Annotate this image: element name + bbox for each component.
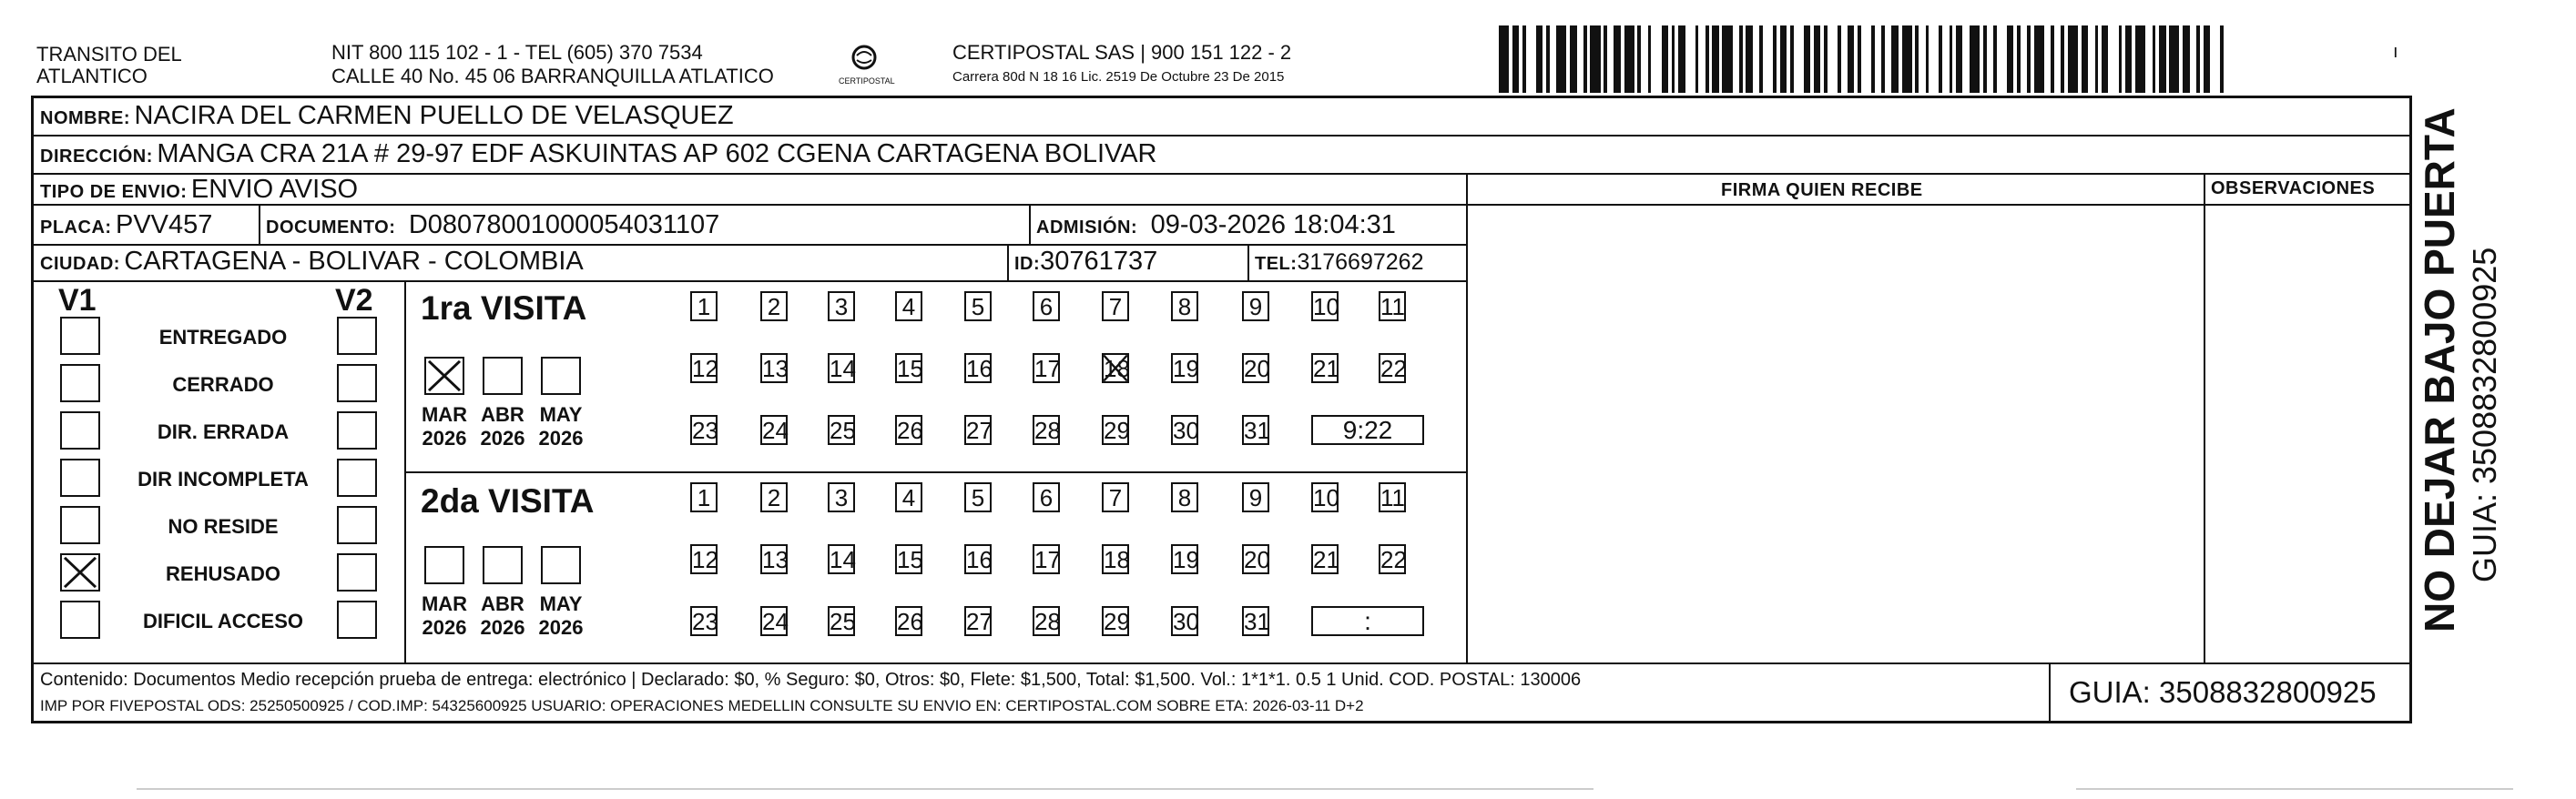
v1-checkbox[interactable] bbox=[60, 601, 100, 639]
first-visit-day-9[interactable]: 9 bbox=[1242, 291, 1269, 321]
first-visit-day-11[interactable]: 11 bbox=[1380, 293, 1405, 320]
status-label: DIFICIL ACCESO bbox=[142, 610, 303, 632]
direccion-row bbox=[40, 139, 1157, 169]
v1-checkbox[interactable] bbox=[60, 364, 100, 402]
logo-lettering: CERTIPOSTAL bbox=[839, 76, 895, 86]
admision-label: ADMISIÓN: bbox=[1036, 217, 1138, 238]
second-visit-month-box[interactable] bbox=[541, 546, 581, 584]
divider bbox=[259, 204, 260, 245]
first-visit-month-box[interactable] bbox=[424, 357, 464, 395]
admision-value: 09-03-2026 18:04:31 bbox=[1150, 210, 1396, 239]
divider bbox=[404, 471, 1468, 473]
barcode-bar bbox=[1614, 25, 1620, 93]
barcode-bar bbox=[1712, 25, 1718, 93]
first-visit-day-16[interactable]: 16 bbox=[966, 355, 993, 382]
v2-checkbox[interactable] bbox=[337, 317, 377, 355]
status-label: REHUSADO bbox=[166, 562, 280, 585]
second-visit-day-30[interactable]: 30 bbox=[1173, 608, 1199, 635]
first-visit-day-28[interactable]: 28 bbox=[1034, 417, 1061, 444]
barcode-bar bbox=[1942, 25, 1949, 93]
second-visit-year-label: 2026 bbox=[538, 616, 584, 639]
placa-label: PLACA: bbox=[40, 217, 112, 238]
second-visit-day-6[interactable]: 6 bbox=[1033, 482, 1060, 512]
second-visit-day-1[interactable]: 1 bbox=[690, 482, 718, 512]
second-visit-day-17[interactable]: 17 bbox=[1034, 546, 1061, 573]
status-label: ENTREGADO bbox=[158, 326, 288, 349]
first-visit-month-box[interactable] bbox=[541, 357, 581, 395]
first-visit-year-label: 2026 bbox=[480, 427, 525, 450]
barcode-bar bbox=[1746, 25, 1752, 93]
divider bbox=[31, 280, 1468, 282]
no-dejar-bajo-puerta: NO DEJAR BAJO PUERTA bbox=[2416, 107, 2463, 632]
barcode-bar bbox=[2135, 25, 2145, 93]
divider bbox=[2049, 662, 2051, 723]
barcode-bar bbox=[2082, 25, 2088, 93]
sender-name-line2: ATLANTICO bbox=[36, 65, 148, 87]
barcode-bar bbox=[2102, 25, 2108, 93]
first-visit-day-1[interactable]: 1 bbox=[690, 291, 718, 321]
divider bbox=[31, 135, 2412, 137]
first-visit-day-10[interactable]: 10 bbox=[1313, 293, 1339, 320]
second-visit-day-27[interactable]: 27 bbox=[966, 608, 993, 635]
first-visit-day-7[interactable]: 7 bbox=[1102, 291, 1129, 321]
divider bbox=[1007, 244, 1009, 281]
firma-header: FIRMA QUIEN RECIBE bbox=[1721, 180, 1923, 200]
barcode-bar bbox=[1685, 25, 1695, 93]
barcode-bar bbox=[1512, 25, 1519, 93]
barcode-bar bbox=[1875, 25, 1881, 93]
v2-checkbox[interactable] bbox=[337, 364, 377, 402]
first-visit-day-5[interactable]: 5 bbox=[964, 291, 992, 321]
placa-field bbox=[40, 210, 212, 240]
tel-value: 3176697262 bbox=[1297, 249, 1424, 275]
v2-checkbox[interactable] bbox=[337, 553, 377, 592]
barcode-bar bbox=[1794, 25, 1804, 93]
barcode-bar bbox=[2007, 25, 2013, 93]
barcode-bar bbox=[2204, 25, 2210, 93]
first-visit-day-14[interactable]: 14 bbox=[830, 355, 856, 382]
direccion-value: MANGA CRA 21A # 29-97 EDF ASKUINTAS AP 602 CGENA CARTAGENA BOLIVAR bbox=[157, 139, 1157, 168]
second-visit-day-31[interactable]: 31 bbox=[1244, 608, 1270, 635]
documento-field bbox=[266, 210, 719, 240]
first-visit-day-15[interactable]: 15 bbox=[897, 355, 923, 382]
v1-checkbox[interactable] bbox=[60, 459, 100, 497]
direccion-label: DIRECCIÓN: bbox=[40, 147, 153, 167]
barcode-bar bbox=[2088, 25, 2094, 93]
nombre-label: NOMBRE: bbox=[40, 108, 131, 128]
barcode-bar bbox=[1970, 25, 1980, 93]
barcode-bar bbox=[1956, 25, 1962, 93]
contenido-line: Contenido: Documentos Medio recepción prueba de entrega: electrónico | Declarado: $0, % Seguro: $0, Otros: $0, Flete: $1,500, Total: $1,500. Vol.: 1*1*1. 0.5 1 Unid. COD. POSTAL: 130006 bbox=[40, 670, 1582, 690]
first-visit-day-17[interactable]: 17 bbox=[1034, 355, 1061, 382]
certipostal-license: Carrera 80d N 18 16 Lic. 2519 De Octubre 23 De 2015 bbox=[952, 69, 1285, 85]
barcode-bar bbox=[1590, 25, 1600, 93]
guia-box: GUIA: 3508832800925 bbox=[2069, 675, 2377, 709]
barcode-bar bbox=[1848, 25, 1854, 93]
v2-label: V2 bbox=[335, 283, 373, 318]
barcode-bar bbox=[1556, 25, 1566, 93]
first-visit-day-22[interactable]: 22 bbox=[1380, 355, 1407, 382]
first-visit-title: 1ra VISITA bbox=[421, 289, 587, 327]
barcode-bar bbox=[1678, 25, 1685, 93]
second-visit-day-2[interactable]: 2 bbox=[760, 482, 788, 512]
barcode-bar bbox=[2169, 25, 2179, 93]
barcode-bar bbox=[1577, 25, 1583, 93]
second-visit-day-25[interactable]: 25 bbox=[830, 608, 856, 635]
v1-checkbox[interactable] bbox=[60, 506, 100, 544]
sender-nit: NIT 800 115 102 - 1 - TEL (605) 370 7534 bbox=[331, 41, 703, 64]
second-visit-day-19[interactable]: 19 bbox=[1173, 546, 1199, 573]
barcode-bar bbox=[2034, 25, 2044, 93]
barcode-bar bbox=[2145, 25, 2152, 93]
placa-value: PVV457 bbox=[116, 210, 213, 239]
first-visit-month-label: MAR bbox=[421, 403, 468, 426]
barcode-bar bbox=[1929, 25, 1939, 93]
second-visit-day-29[interactable]: 29 bbox=[1104, 608, 1130, 635]
barcode-bar bbox=[1526, 25, 1536, 93]
first-visit-day-19[interactable]: 19 bbox=[1173, 355, 1199, 382]
barcode-bar bbox=[1607, 25, 1614, 93]
barcode-bar bbox=[2068, 25, 2078, 93]
tel-field bbox=[1255, 249, 1423, 276]
barcode-bar bbox=[2190, 25, 2196, 93]
second-visit-day-24[interactable]: 24 bbox=[762, 608, 789, 635]
second-visit-day-22[interactable]: 22 bbox=[1380, 546, 1407, 573]
barcode-bar bbox=[1997, 25, 2007, 93]
sender-address: CALLE 40 No. 45 06 BARRANQUILLA ATLATICO bbox=[331, 65, 774, 87]
second-visit-year-label: 2026 bbox=[422, 616, 467, 639]
first-visit-day-6[interactable]: 6 bbox=[1033, 291, 1060, 321]
barcode-bar bbox=[2044, 25, 2051, 93]
barcode-bar bbox=[1780, 25, 1787, 93]
second-visit-day-3[interactable]: 3 bbox=[828, 482, 855, 512]
barcode-bar bbox=[1641, 25, 1647, 93]
first-visit-day-25[interactable]: 25 bbox=[830, 417, 856, 444]
first-visit-day-13[interactable]: 13 bbox=[762, 355, 789, 382]
documento-label: DOCUMENTO: bbox=[266, 217, 396, 238]
barcode-bar bbox=[1698, 25, 1705, 93]
sender-name-line1: TRANSITO DEL bbox=[36, 43, 182, 66]
second-visit-year-label: 2026 bbox=[480, 616, 525, 639]
ciudad-label: CIUDAD: bbox=[40, 254, 120, 274]
barcode-bar bbox=[2224, 25, 2227, 93]
barcode-bar bbox=[1902, 25, 1912, 93]
second-visit-month-label: ABR bbox=[481, 592, 524, 615]
barcode-bar bbox=[2183, 25, 2189, 93]
barcode-bar bbox=[1722, 25, 1732, 93]
divider bbox=[31, 173, 2412, 175]
first-visit-month-label: MAY bbox=[539, 403, 583, 426]
id-value: 30761737 bbox=[1040, 247, 1158, 276]
tipo-envio-row bbox=[40, 175, 358, 205]
barcode bbox=[1499, 25, 2227, 93]
second-visit-day-23[interactable]: 23 bbox=[692, 608, 718, 635]
barcode-bar bbox=[1962, 25, 1969, 93]
first-visit-day-4[interactable]: 4 bbox=[895, 291, 922, 321]
first-visit-day-30[interactable]: 30 bbox=[1173, 417, 1199, 444]
barcode-bar bbox=[1763, 25, 1773, 93]
barcode-bar bbox=[2210, 25, 2220, 93]
second-visit-day-14[interactable]: 14 bbox=[830, 546, 856, 573]
second-visit-day-12[interactable]: 12 bbox=[692, 546, 718, 573]
second-visit-day-28[interactable]: 28 bbox=[1034, 608, 1061, 635]
barcode-bar bbox=[1651, 25, 1661, 93]
second-visit-month-box[interactable] bbox=[424, 546, 464, 584]
divider bbox=[404, 280, 406, 663]
second-visit-day-21[interactable]: 21 bbox=[1313, 546, 1339, 573]
second-visit-day-26[interactable]: 26 bbox=[897, 608, 923, 635]
side-guia: GUIA: 3508832800925 bbox=[2466, 247, 2503, 582]
second-visit-month-label: MAR bbox=[421, 592, 468, 615]
ciudad-value: CARTAGENA - BOLIVAR - COLOMBIA bbox=[124, 247, 584, 276]
ciudad-field bbox=[40, 247, 584, 277]
second-visit-day-4[interactable]: 4 bbox=[895, 482, 922, 512]
barcode-bar bbox=[2108, 25, 2118, 93]
barcode-bar bbox=[1570, 25, 1576, 93]
barcode-bar bbox=[1662, 25, 1668, 93]
first-visit-day-2[interactable]: 2 bbox=[760, 291, 788, 321]
status-label: CERRADO bbox=[172, 373, 274, 396]
id-field bbox=[1014, 247, 1157, 277]
barcode-bar bbox=[1733, 25, 1739, 93]
barcode-bar bbox=[1861, 25, 1871, 93]
documento-value: D08078001000054031107 bbox=[408, 210, 720, 239]
first-visit-day-3[interactable]: 3 bbox=[828, 291, 855, 321]
first-visit-day-26[interactable]: 26 bbox=[897, 417, 923, 444]
barcode-bar bbox=[1891, 25, 1898, 93]
second-visit-day-15[interactable]: 15 bbox=[897, 546, 923, 573]
first-visit-day-24[interactable]: 24 bbox=[762, 417, 789, 444]
first-visit-day-31[interactable]: 31 bbox=[1244, 417, 1270, 444]
barcode-bar bbox=[1624, 25, 1634, 93]
observaciones-header: OBSERVACIONES bbox=[2211, 178, 2376, 198]
impresion-line: IMP POR FIVEPOSTAL ODS: 25250500925 / COD.IMP: 54325600925 USUARIO: OPERACIONES MEDELLIN CONSULTE SU ENVIO EN: CERTIPOSTAL.COM SOBRE ETA: 2026-03-11 D+2 bbox=[40, 697, 1364, 714]
v1-checkbox[interactable] bbox=[60, 317, 100, 355]
divider bbox=[31, 204, 2412, 206]
first-visit-day-12[interactable]: 12 bbox=[692, 355, 718, 382]
admision-field bbox=[1036, 210, 1396, 240]
divider bbox=[31, 662, 2412, 664]
nombre-row bbox=[40, 101, 734, 131]
tipo-envio-label: TIPO DE ENVIO: bbox=[40, 182, 188, 202]
second-visit-day-7[interactable]: 7 bbox=[1102, 482, 1129, 512]
barcode-bar bbox=[2021, 25, 2027, 93]
first-visit-day-18[interactable]: 18 bbox=[1104, 355, 1130, 382]
v2-checkbox[interactable] bbox=[337, 506, 377, 544]
nombre-value: NACIRA DEL CARMEN PUELLO DE VELASQUEZ bbox=[134, 101, 734, 130]
first-visit-day-29[interactable]: 29 bbox=[1104, 417, 1130, 444]
barcode-bar bbox=[1987, 25, 1993, 93]
barcode-bar bbox=[1499, 25, 1509, 93]
second-visit-day-5[interactable]: 5 bbox=[964, 482, 992, 512]
first-visit-month-label: ABR bbox=[481, 403, 524, 426]
bottom-edge bbox=[137, 788, 1593, 790]
barcode-bar bbox=[1753, 25, 1759, 93]
divider bbox=[1029, 204, 1031, 245]
id-label: ID: bbox=[1014, 254, 1041, 274]
first-visit-day-20[interactable]: 20 bbox=[1244, 355, 1270, 382]
second-visit-day-8[interactable]: 8 bbox=[1171, 482, 1198, 512]
certipostal-logo bbox=[839, 40, 895, 95]
first-visit-month-box[interactable] bbox=[483, 357, 523, 395]
tel-label: TEL: bbox=[1255, 254, 1298, 274]
divider bbox=[31, 244, 1468, 246]
barcode-bar bbox=[2054, 25, 2061, 93]
barcode-bar bbox=[2125, 25, 2132, 93]
barcode-bar bbox=[1536, 25, 1543, 93]
second-visit-title: 2da VISITA bbox=[421, 482, 595, 520]
first-visit-year-label: 2026 bbox=[538, 427, 584, 450]
first-visit-day-8[interactable]: 8 bbox=[1171, 291, 1198, 321]
barcode-bar bbox=[1841, 25, 1848, 93]
v2-checkbox[interactable] bbox=[337, 601, 377, 639]
barcode-bar bbox=[1814, 25, 1820, 93]
status-label: DIR. ERRADA bbox=[157, 420, 290, 443]
barcode-bar bbox=[1804, 25, 1810, 93]
v2-checkbox[interactable] bbox=[337, 411, 377, 450]
v1-label: V1 bbox=[58, 283, 97, 318]
v1-checkbox[interactable] bbox=[60, 411, 100, 450]
barcode-bar bbox=[1885, 25, 1891, 93]
v1-checkbox[interactable] bbox=[60, 553, 100, 592]
page-mark: ı bbox=[2393, 42, 2398, 62]
second-visit-day-20[interactable]: 20 bbox=[1244, 546, 1270, 573]
second-visit-time-box[interactable]: : bbox=[1311, 606, 1424, 636]
divider bbox=[2204, 173, 2205, 663]
v2-checkbox[interactable] bbox=[337, 459, 377, 497]
second-visit-day-18[interactable]: 18 bbox=[1104, 546, 1130, 573]
second-visit-day-10[interactable]: 10 bbox=[1313, 484, 1339, 511]
divider bbox=[1466, 173, 1468, 663]
barcode-bar bbox=[1919, 25, 1925, 93]
second-visit-month-box[interactable] bbox=[483, 546, 523, 584]
first-visit-day-27[interactable]: 27 bbox=[966, 417, 993, 444]
bottom-edge bbox=[2076, 788, 2513, 790]
barcode-bar bbox=[1828, 25, 1838, 93]
tipo-envio-value: ENVIO AVISO bbox=[190, 175, 359, 204]
second-visit-day-9[interactable]: 9 bbox=[1242, 482, 1269, 512]
divider bbox=[1247, 244, 1249, 281]
certipostal-info: CERTIPOSTAL SAS | 900 151 122 - 2 bbox=[952, 41, 1292, 64]
first-visit-year-label: 2026 bbox=[422, 427, 467, 450]
status-label: NO RESIDE bbox=[168, 515, 279, 538]
second-visit-month-label: MAY bbox=[539, 592, 583, 615]
barcode-bar bbox=[2159, 25, 2165, 93]
second-visit-day-16[interactable]: 16 bbox=[966, 546, 993, 573]
status-label: DIR INCOMPLETA bbox=[137, 468, 309, 491]
second-visit-day-11[interactable]: 11 bbox=[1380, 484, 1405, 511]
barcode-bar bbox=[1550, 25, 1556, 93]
second-visit-day-13[interactable]: 13 bbox=[762, 546, 789, 573]
first-visit-time-box[interactable]: 9:22 bbox=[1311, 415, 1424, 445]
first-visit-day-23[interactable]: 23 bbox=[692, 417, 718, 444]
delivery-form bbox=[31, 96, 2412, 723]
first-visit-day-21[interactable]: 21 bbox=[1313, 355, 1339, 382]
